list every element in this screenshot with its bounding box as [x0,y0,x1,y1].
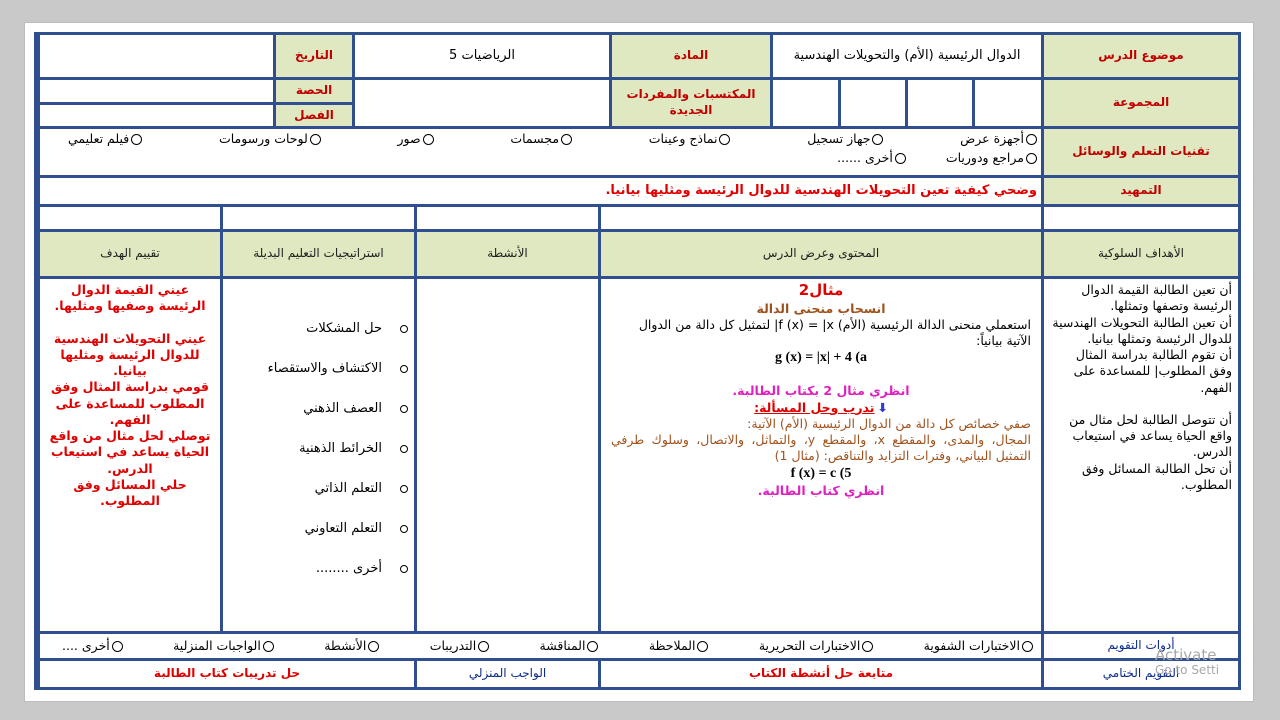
bullet-circle-icon [400,445,408,453]
objectives-header: الأهداف السلوكية [1044,232,1238,276]
group-cell-3[interactable] [841,80,905,126]
follow-up: متابعة حل أنشطة الكتاب [601,661,1041,687]
radio-circle-icon [719,134,730,145]
evaluation-label: أدوات التقويم [1044,634,1238,658]
tech-option-8[interactable]: مراجع ودوريات [946,150,1037,166]
radio-circle-icon [478,641,489,652]
content-gap [611,367,1031,383]
objectives-cell [1044,279,1238,631]
tech-options-line-1 [44,131,1037,147]
content-cell [601,279,1041,631]
homework-value: حل تدريبات كتاب الطالبة [40,661,414,687]
ref-book: انظري كتاب الطالبة. [757,482,885,498]
assessment-3: عيني التحويلات الهندسية للدوال الرئيسة ومثليها بيانيا. [53,330,207,378]
bullet-circle-icon [400,405,408,413]
tech-option-2[interactable]: جهاز تسجيل [807,131,883,147]
strategy-item-3[interactable]: العصف الذهني [229,389,408,429]
bullet-circle-icon [400,525,408,533]
eval-option-3[interactable]: الملاحظة [649,638,709,654]
topic-value: الدوال الرئيسية (الأم) والتحويلات الهندسية [773,35,1041,77]
arrow-down-icon: ⬇ [877,399,888,415]
watermark-line-2: Go to Setti [1155,662,1220,677]
radio-circle-icon [310,134,321,145]
objective-2: أن تعين الطالبة التحويلات الهندسية للدوال الرئيسة وتمثلها بيانيا. [1052,314,1232,346]
equation-a: g (x) = |x| + 4 (a [774,350,868,366]
tech-options-line-2 [44,150,1037,166]
assessment-5: توصلي لحل مثال من واقع الحياة يساعد في استيعاب الدرس. [49,428,211,476]
radio-circle-icon [697,641,708,652]
watermark-line-1: Activate [1155,646,1217,664]
group-cell-2[interactable] [908,80,972,126]
practice-intro: صفي خصائص كل دالة من الدوال الرئيسية (الأم) الآتية: [747,415,1031,431]
class-value[interactable] [40,105,273,126]
date-value[interactable] [40,35,273,77]
radio-circle-icon [112,641,123,652]
radio-circle-icon [1026,134,1037,145]
radio-circle-icon [862,641,873,652]
vocab-label: المكتسبات والمفردات الجديدة [612,80,770,126]
spacer-cell-5 [40,207,220,229]
tech-option-6[interactable]: لوحات ورسومات [219,131,321,147]
eval-option-6[interactable]: الأنشطة [324,638,379,654]
lesson-plan-table [34,32,1241,690]
tech-option-5[interactable]: صور [398,131,434,147]
spacer-cell-3 [417,207,598,229]
topic-label: موضوع الدرس [1044,35,1238,77]
evaluation-options [40,634,1041,658]
date-label: التاريخ [276,35,352,77]
class-label: الفصل [276,105,352,126]
strategy-item-7[interactable]: أخرى ........ [229,549,408,589]
bullet-circle-icon [400,365,408,373]
subject-label: المادة [612,35,770,77]
strategy-item-6[interactable]: التعلم التعاوني [229,509,408,549]
example-subtitle: انسحاب منحنى الدالة [756,300,886,316]
eval-option-5[interactable]: التدريبات [430,638,489,654]
spacer-cell-4 [223,207,414,229]
radio-circle-icon [131,134,142,145]
assessment-header: تقييم الهدف [40,232,220,276]
radio-circle-icon [1022,641,1033,652]
practice-title: ⬇تدرب وحل المسألة: [754,399,888,415]
strategy-item-2[interactable]: الاكتشاف والاستقصاء [229,349,408,389]
radio-circle-icon [423,134,434,145]
tech-option-3[interactable]: نماذج وعينات [649,131,731,147]
content-header: المحتوى وعرض الدرس [601,232,1041,276]
assessment-1: عيني القيمة الدوال الرئيسة وصفيها ومثليها. [54,282,206,314]
objective-3: أن تقوم الطالبة بدراسة المثال وفق المطلوب| للمساعدة على الفهم. [1073,347,1232,395]
tech-label: تقنيات التعلم والوسائل [1044,129,1238,175]
group-cell-4[interactable] [773,80,838,126]
eval-option-8[interactable]: أخرى .... [62,638,123,654]
objective-5: أن تتوصل الطالبة لحل مثال من واقع الحياة يساعد في استيعاب الدرس. [1069,411,1232,460]
bullet-circle-icon [400,325,408,333]
tech-option-9[interactable]: أخرى ...... [837,150,906,166]
radio-circle-icon [587,641,598,652]
tech-option-4[interactable]: مجسمات [510,131,572,147]
homework-label: الواجب المنزلي [417,661,598,687]
objective-4 [1050,396,1232,412]
group-label: المجموعة [1044,80,1238,126]
objective-1: أن تعين الطالبة القيمة الدوال الرئيسة وتصفها وتمثلها. [1081,282,1232,314]
activation-watermark [1155,648,1219,676]
strategy-item-5[interactable]: التعلم الذاتي [229,469,408,509]
radio-circle-icon [872,134,883,145]
eval-option-4[interactable]: المناقشة [540,638,599,654]
equation-5: f (x) = c (5 [790,465,852,481]
tech-options [40,129,1041,175]
spacer-cell-1 [1044,207,1238,229]
strategies-cell [223,279,414,631]
intro-label: التمهيد [1044,178,1238,204]
radio-circle-icon [895,153,906,164]
example-instruction: استعملي منحنى الدالة الرئيسية (الأم) f (x) = |x| لتمثيل كل دالة من الدوال الآتية بيانياً: [638,316,1031,348]
group-cell-1[interactable] [975,80,1041,126]
radio-circle-icon [561,134,572,145]
eval-option-1[interactable]: الاختبارات الشفوية [924,638,1033,654]
practice-props: المجال، والمدى، والمقطع x، والمقطع y، والتماثل، والاتصال، وسلوك طرفي التمثيل البياني، وفترات التزايد والتناقص: (مثال 1) [611,432,1031,464]
strategy-item-1[interactable]: حل المشكلات [229,309,408,349]
spacer-cell-2 [601,207,1041,229]
radio-circle-icon [368,641,379,652]
period-label: الحصة [276,80,352,102]
strategy-item-4[interactable]: الخرائط الذهنية [229,429,408,469]
tech-option-1[interactable]: أجهزة عرض [960,131,1037,147]
radio-circle-icon [1026,153,1037,164]
ref-example: انظري مثال 2 بكتاب الطالبة. [732,383,910,399]
example-title: مثال2 [798,281,844,299]
intro-text: وضحي كيفية تعين التحويلات الهندسية للدوال الرئيسة ومثليها بيانيا. [40,178,1041,204]
assessment-6: حلي المسائل وفق المطلوب. [73,476,187,508]
activities-header: الأنشطة [417,232,598,276]
tech-option-7[interactable]: فيلم تعليمي [68,131,142,147]
assessment-cell [40,279,220,631]
objective-6: أن تحل الطالبة المسائل وفق المطلوب. [1081,460,1232,492]
subject-value: الرياضيات 5 [355,35,609,77]
radio-circle-icon [263,641,274,652]
bullet-circle-icon [400,565,408,573]
eval-option-2[interactable]: الاختبارات التحريرية [759,638,874,654]
assessment-2 [48,315,212,331]
eval-option-7[interactable]: الواجبات المنزلية [173,638,274,654]
final-label: التقويم الختامي [1044,661,1238,687]
assessment-4: قومي بدراسة المثال وفق المطلوب للمساعدة على الفهم. [51,379,209,427]
strategies-header: استراتيجيات التعليم البديلة [223,232,414,276]
activities-cell[interactable] [417,279,598,631]
bullet-circle-icon [400,485,408,493]
vocab-value[interactable] [355,80,609,126]
period-value[interactable] [40,80,273,102]
